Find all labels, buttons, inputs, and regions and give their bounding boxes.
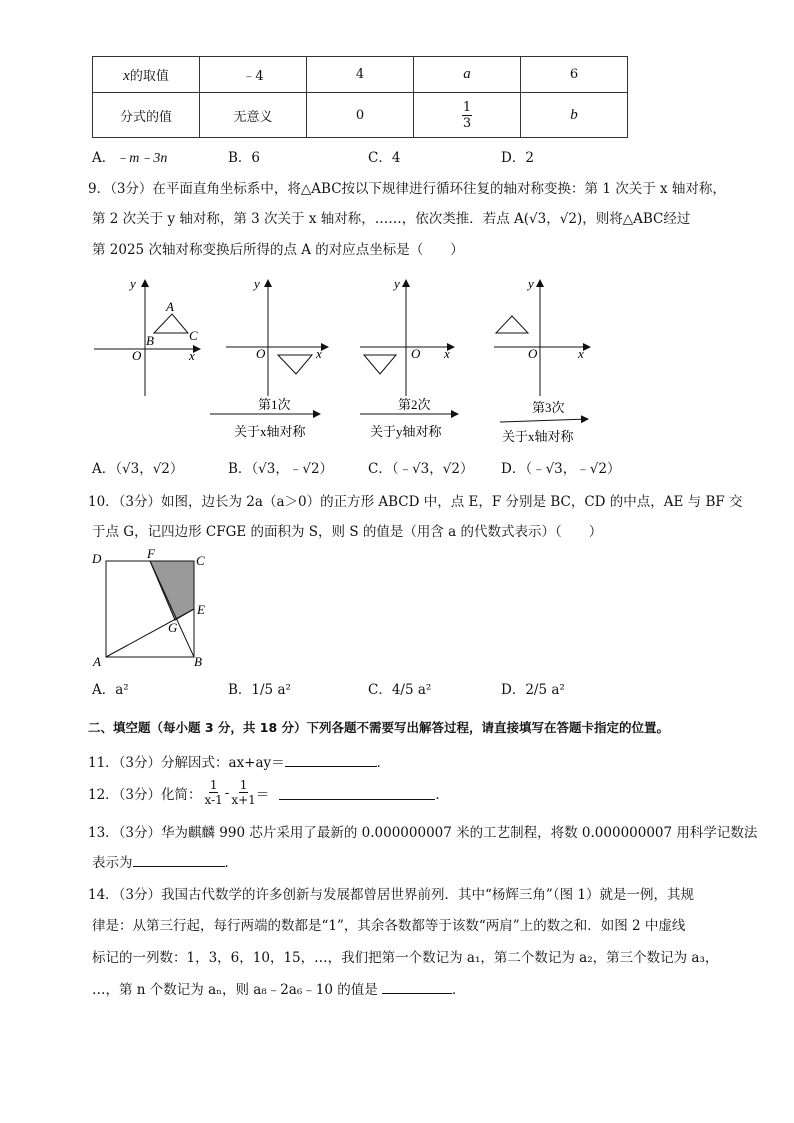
- point-a-label: A: [166, 299, 174, 314]
- step1-caption: 关于x轴对称: [234, 424, 306, 439]
- q14-line2: 律是：从第三行起，每行两端的数都是“1”，其余各数都等于该数“两肩”上的数之和．如图 2 中虚线: [92, 918, 686, 934]
- q10-option-d: D．2/5 a²: [501, 682, 565, 698]
- point-e-label: E: [197, 602, 205, 617]
- q9-line1: 9．（3分）在平面直角坐标系中，将△ABC按以下规律进行循环往复的轴对称变换：第 1 次关于 x 轴对称，: [88, 181, 726, 197]
- q10-option-a: A．a²: [92, 682, 129, 698]
- vertex-a-label: A: [93, 654, 101, 669]
- step3-caption: 关于x轴对称: [502, 429, 574, 444]
- q9-line3: 第 2025 次轴对称变换后所得的点 A 的对应点坐标是（ ）: [92, 242, 464, 258]
- table-header-x-value: x的取值: [93, 57, 200, 93]
- table-cell: 4: [307, 57, 414, 93]
- y-axis-label: y: [130, 276, 136, 291]
- q8-option-c: C．4: [368, 150, 401, 166]
- svg-text:O: O: [256, 346, 266, 361]
- point-b-label: B: [146, 333, 154, 348]
- q9-option-c: C．（﹣√3，√2）: [368, 461, 474, 477]
- table-cell: 无意义: [200, 93, 307, 138]
- q13-line2: 表示为 ．: [92, 855, 238, 871]
- svg-text:x: x: [316, 346, 322, 361]
- step2-caption: 关于y轴对称: [370, 424, 442, 439]
- q11-answer-blank[interactable]: [285, 766, 377, 767]
- arrow-step3: [500, 419, 588, 422]
- q9-option-b: B．（√3，﹣√2）: [228, 461, 334, 477]
- q8-option-b: B．6: [228, 150, 261, 166]
- step3-label: 第3次: [532, 400, 565, 415]
- table-cell: ﹣4: [200, 57, 307, 93]
- q13-answer-blank[interactable]: [133, 866, 225, 867]
- section-heading-fill-in: 二、填空题（每小题 3 分，共 18 分）下列各题不需要写出解答过程，请直接填写在答题卡指定的位置。: [88, 720, 670, 735]
- q11: 11．（3分）分解因式：ax+ay＝ ．: [88, 755, 391, 771]
- panel-original: [94, 276, 200, 396]
- q10-option-c: C．4/5 a²: [368, 682, 432, 698]
- svg-text:y: y: [254, 276, 260, 291]
- table-cell: 6: [521, 57, 628, 93]
- panel-step2: [360, 276, 458, 439]
- step1-label: 第1次: [258, 397, 291, 412]
- vertex-b-label: B: [194, 654, 202, 669]
- q10-line1: 10．（3分）如图，边长为 2a（a＞0）的正方形 ABCD 中，点 E，F 分别是 BC，CD 的中点，AE 与 BF 交: [88, 494, 743, 510]
- q14-answer-blank[interactable]: [382, 993, 452, 994]
- vertex-d-label: D: [92, 551, 102, 566]
- svg-text:O: O: [411, 346, 421, 361]
- x-axis-label: x: [189, 348, 195, 363]
- q12: 12．（3分）化简： $\frac{1}{x-1}$ - $\frac{1}{x+1}$ ＝ ．: [88, 778, 449, 807]
- q9-figure: [88, 268, 608, 450]
- point-g-label: G: [168, 620, 178, 635]
- table-cell-fraction: $\frac{1}{3}$: [414, 93, 521, 138]
- svg-text:y: y: [528, 276, 534, 291]
- svg-text:x: x: [444, 346, 450, 361]
- table-cell: b: [521, 93, 628, 138]
- origin-label: O: [132, 348, 142, 363]
- step2-label: 第2次: [398, 397, 431, 412]
- svg-text:y: y: [394, 276, 400, 291]
- point-c-label: C: [189, 328, 198, 343]
- svg-text:O: O: [528, 346, 538, 361]
- q12-fraction-2: $\frac{1}{x+1}$: [231, 778, 256, 807]
- q10-square-figure: [90, 548, 220, 670]
- panel-step1: [210, 276, 328, 439]
- q10-line2: 于点 G，记四边形 CFGE 的面积为 S，则 S 的值是（用含 a 的代数式表示）（ ）: [92, 524, 603, 540]
- shaded-quadrilateral-cfge: [150, 561, 194, 620]
- q14-line4: …，第 n 个数记为 aₙ，则 a₈﹣2a₆﹣10 的值是 ．: [92, 982, 466, 998]
- q12-answer-blank[interactable]: [279, 785, 435, 800]
- q9-option-d: D．（﹣√3，﹣√2）: [501, 461, 621, 477]
- svg-text:x: x: [578, 346, 584, 361]
- value-table: [92, 56, 628, 138]
- table-cell: 0: [307, 93, 414, 138]
- q12-fraction-1: $\frac{1}{x-1}$: [204, 778, 223, 807]
- q14-line3: 标记的一列数：1，3，6，10，15，…，我们把第一个数记为 a₁，第二个数记为 a₂，第三个数记为 a₃，: [92, 950, 719, 966]
- q8-option-a: A．﹣m﹣3n: [92, 150, 168, 166]
- q14-line1: 14．（3分）我国古代数学的许多创新与发展都曾居世界前列．其中“杨辉三角”（图 1）就是一例，其规: [88, 887, 694, 903]
- table-header-fraction-value: 分式的值: [93, 93, 200, 138]
- q9-line2: 第 2 次关于 y 轴对称，第 3 次关于 x 轴对称，……，依次类推．若点 A(√3，√2)，则将△ABC经过: [92, 211, 691, 227]
- point-f-label: F: [147, 548, 155, 561]
- q9-option-a: A．（√3，√2）: [92, 461, 184, 477]
- panel-step3: [494, 276, 590, 444]
- q13-line1: 13．（3分）华为麒麟 990 芯片采用了最新的 0.000000007 米的工艺制程，将数 0.000000007 用科学记数法: [88, 825, 758, 841]
- q8-option-d: D．2: [501, 150, 534, 166]
- vertex-c-label: C: [196, 553, 205, 568]
- q10-option-b: B．1/5 a²: [228, 682, 291, 698]
- table-cell: a: [414, 57, 521, 93]
